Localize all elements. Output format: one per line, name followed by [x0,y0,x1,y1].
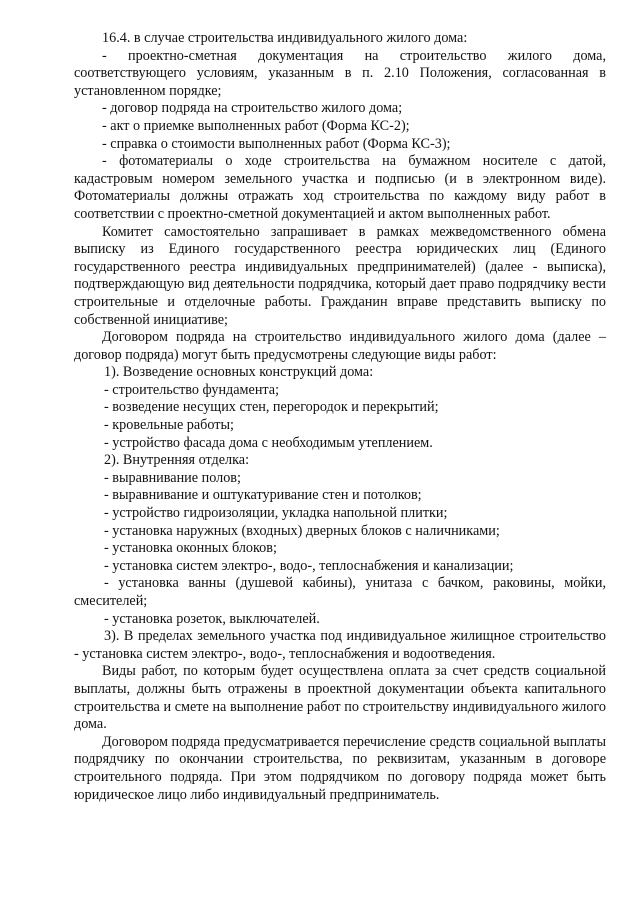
paragraph: - акт о приемке выполненных работ (Форма КС-2); [102,117,410,134]
paragraph: - фотоматериалы о ходе строительства на бумажном носителе с датой, кадастровым номером земельного участка и подписью (и в электронном виде). Фотоматериалы должны отражать ход строительства по каждому виду работ в соответствии с проектно-сметной документацией и актом выполненных работ. [74,153,606,222]
list-item: - установка наружных (входных) дверных блоков с наличниками; [104,522,500,539]
list-item: - устройство фасада дома с необходимым утеплением. [104,434,433,451]
list-item: - установка систем электро-, водо-, теплоснабжения и канализации; [104,557,514,574]
paragraph: 16.4. в случае строительства индивидуального жилого дома: [102,30,468,46]
list-item: - устройство гидроизоляции, укладка напольной плитки; [104,505,448,522]
paragraph: Договором подряда предусматривается перечисление средств социальной выплаты подрядчику по окончании строительства, по реквизитам, указанным в договоре строительного подряда. При этом подрядчиком по договору подряда может быть юридическое лицо либо индивидуальный предприниматель. [74,733,606,803]
paragraph: Виды работ, по которым будет осуществлена оплата за счет средств социальной выплаты, должны быть отражены в проектной документации объекта капитального строительства и смете на выполнение работ по строительству индивидуального жилого дома. [74,663,606,733]
list-item: - возведение несущих стен, перегородок и перекрытий; [104,399,439,416]
list-item: 3). В пределах земельного участка под индивидуальное жилищное строительство - установка систем электро-, водо-, теплоснабжения и водоотведения. [74,628,606,662]
list-item: - установка розеток, выключателей. [104,610,320,627]
list-item: - установка ванны (душевой кабины), унитаза с бачком, раковины, мойки, смесителей; [74,575,606,609]
paragraph: - проектно-сметная документация на строительство жилого дома, соответствующего условиям, указанным в п. 2.10 Положения, согласованная в установленном порядке; [74,47,606,99]
list-item: - установка оконных блоков; [104,540,277,557]
paragraph: Комитет самостоятельно запрашивает в рамках межведомственного обмена выписку из Единого государственного реестра юридических лиц (Единого государственного реестра индивидуальных предпринимателей) (далее - выписка), подтверждающую вид деятельности подрядчика, который дает право подрядчику вести строительные и отделочные работы. Гражданин вправе представить выписку по собственной инициативе; [74,223,606,328]
list-item: - кровельные работы; [104,417,234,434]
list-item: - строительство фундамента; [104,381,280,398]
list-item: 1). Возведение основных конструкций дома: [104,364,374,381]
list-item: - выравнивание и оштукатуривание стен и потолков; [104,487,422,504]
paragraph: Договором подряда на строительство индивидуального жилого дома (далее – договор подряда) могут быть предусмотрены следующие виды работ: [74,329,606,363]
list-item: - выравнивание полов; [104,469,241,486]
document-body [74,30,606,804]
paragraph: - договор подряда на строительство жилого дома; [102,100,403,117]
list-item: 2). Внутренняя отделка: [104,452,250,469]
paragraph: - справка о стоимости выполненных работ (Форма КС-3); [102,135,451,152]
